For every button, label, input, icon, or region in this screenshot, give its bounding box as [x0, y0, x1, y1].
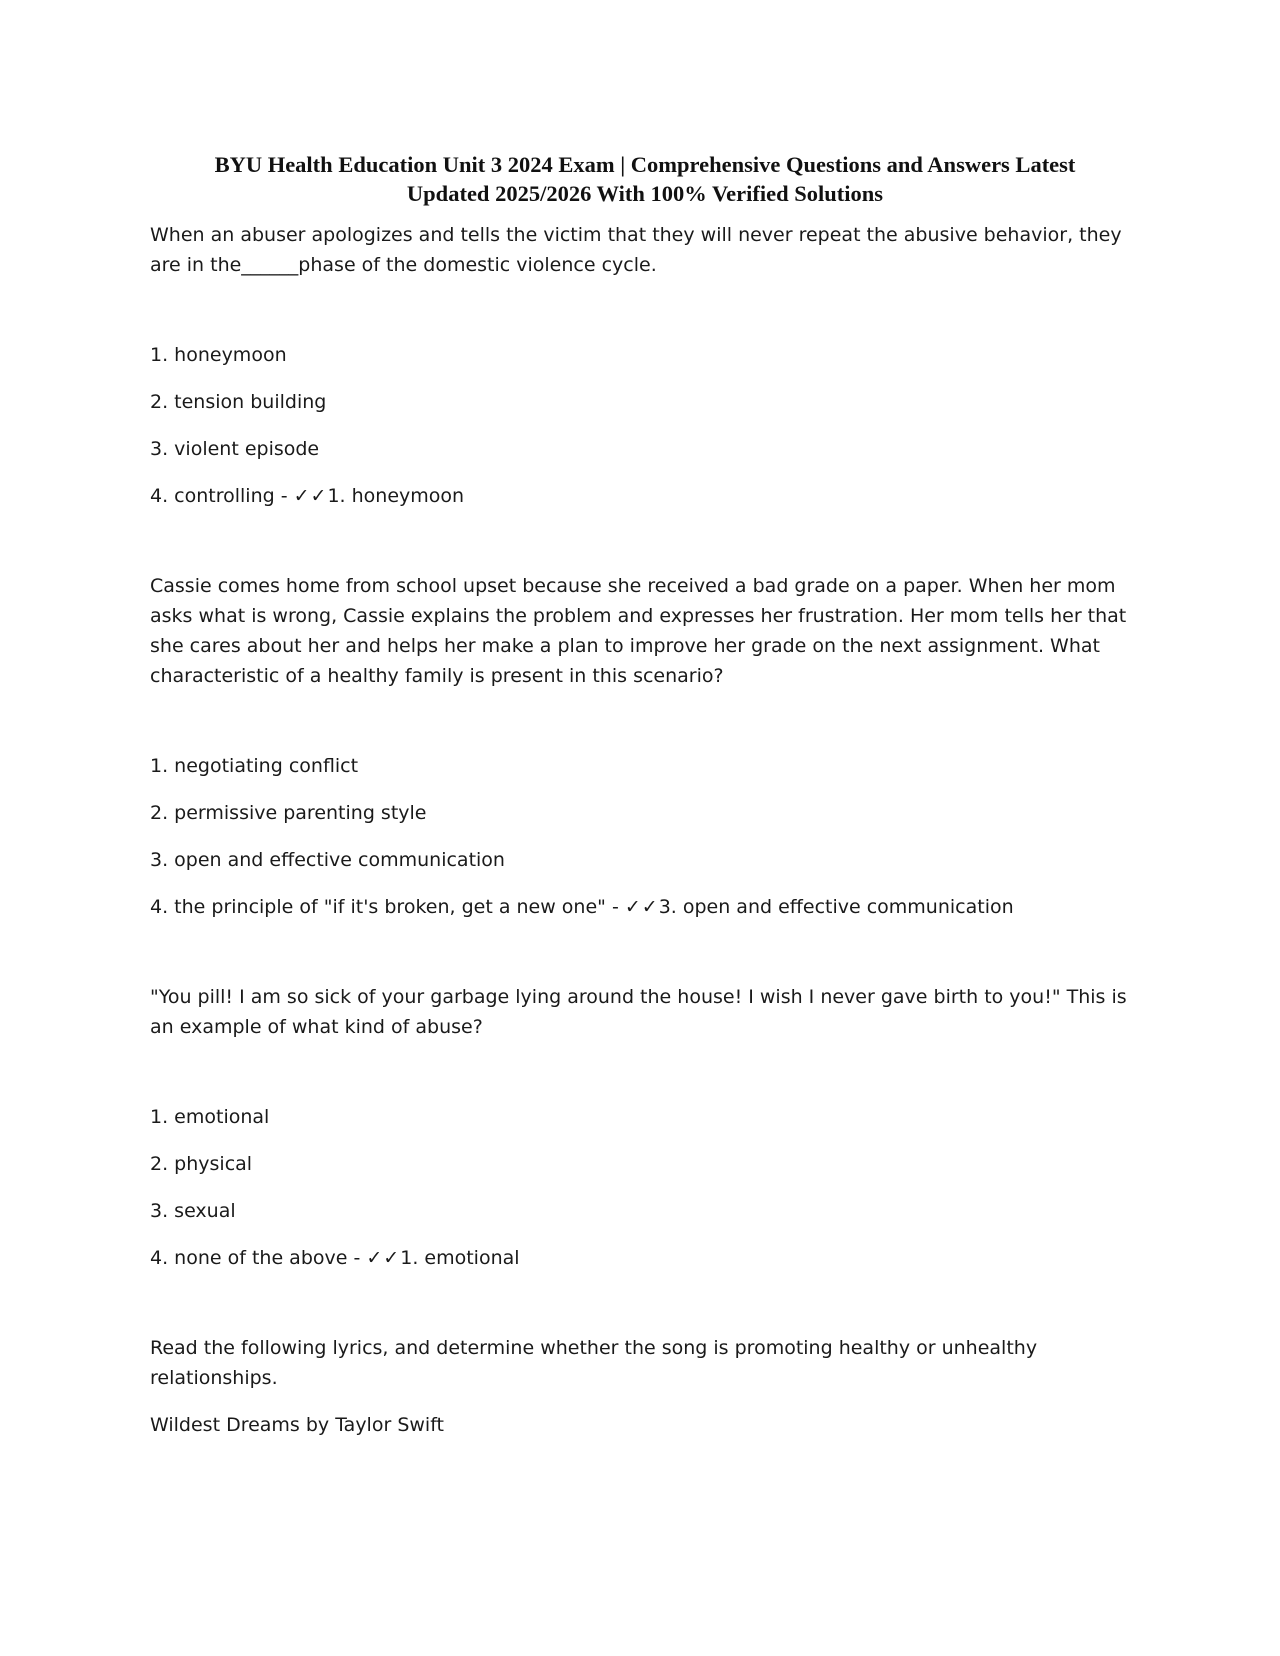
option-2: 2. physical [150, 1153, 253, 1175]
option-4-with-answer [150, 892, 1140, 922]
document-page [150, 150, 1140, 1440]
document-title [150, 150, 1140, 208]
checkmark-icon: ✓✓ [293, 485, 328, 507]
option-3: 3. sexual [150, 1200, 236, 1222]
option-1: 1. honeymoon [150, 344, 287, 366]
question-text: Cassie comes home from school upset because she received a bad grade on a paper. When her mom asks what is wrong, Cassie explains the problem and expresses her frustration. Her mom tells her that she cares about her and helps her make a plan to improve her grade on the next assignment. What characteristic of a healthy family is present in this scenario? [150, 575, 1127, 687]
question-block-1 [150, 220, 1140, 511]
question-block-4 [150, 1333, 1140, 1440]
option-4: 4. controlling - [150, 485, 294, 507]
option-3: 3. open and effective communication [150, 849, 505, 871]
options-list [150, 1102, 1140, 1273]
title-line-1: BYU Health Education Unit 3 2024 Exam | Comprehensive Questions and Answers Latest [214, 152, 1076, 177]
option-4-with-answer [150, 481, 1140, 511]
checkmark-icon: ✓✓ [624, 896, 659, 918]
question-text: Read the following lyrics, and determine whether the song is promoting healthy or unhealthy relationships. [150, 1337, 1038, 1389]
question-text: "You pill! I am so sick of your garbage lying around the house! I wish I never gave birth to you!" This is an example of what kind of abuse? [150, 986, 1127, 1038]
options-list [150, 340, 1140, 511]
song-title: Wildest Dreams by Taylor Swift [150, 1414, 444, 1436]
option-1: 1. emotional [150, 1106, 270, 1128]
option-2: 2. permissive parenting style [150, 802, 427, 824]
question-block-3 [150, 982, 1140, 1273]
answer-text: 1. emotional [400, 1247, 520, 1269]
option-2: 2. tension building [150, 391, 327, 413]
option-4: 4. the principle of "if it's broken, get a new one" - [150, 896, 625, 918]
answer-text: 1. honeymoon [327, 485, 465, 507]
answer-text: 3. open and effective communication [658, 896, 1014, 918]
title-line-2: Updated 2025/2026 With 100% Verified Solutions [406, 181, 884, 206]
question-block-2 [150, 571, 1140, 922]
option-3: 3. violent episode [150, 438, 320, 460]
option-4: 4. none of the above - [150, 1247, 367, 1269]
checkmark-icon: ✓✓ [366, 1247, 401, 1269]
options-list [150, 751, 1140, 922]
option-4-with-answer [150, 1243, 1140, 1273]
question-text: When an abuser apologizes and tells the victim that they will never repeat the abusive behavior, they are in the______phase of the domestic violence cycle. [150, 224, 1122, 276]
option-1: 1. negotiating conflict [150, 755, 359, 777]
